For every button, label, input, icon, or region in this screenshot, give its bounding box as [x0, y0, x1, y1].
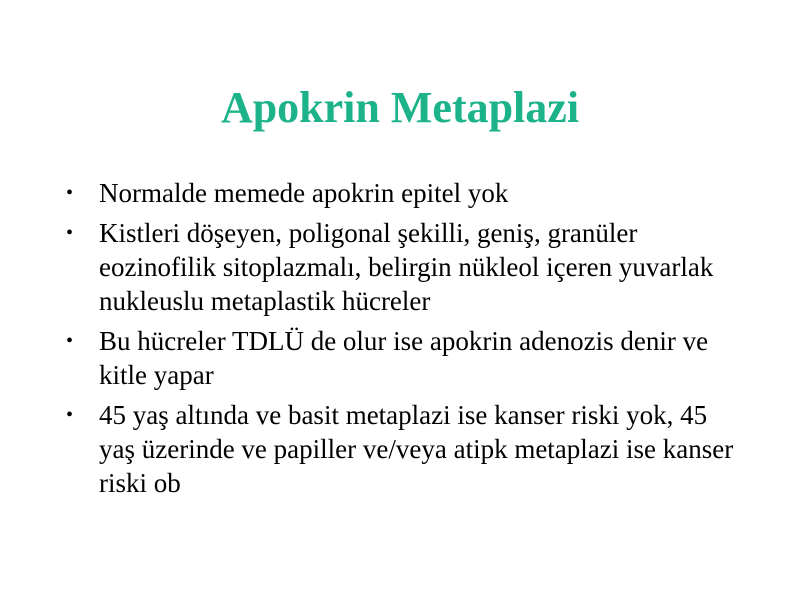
- bullet-marker-icon: •: [66, 404, 74, 426]
- slide-title: Apokrin Metaplazi: [220, 83, 580, 132]
- bullet-item: [66, 398, 746, 500]
- bullet-marker-icon: •: [66, 330, 74, 352]
- bullet-text: Bu hücreler TDLÜ de olur ise apokrin adenozis denir ve kitle yapar: [99, 326, 709, 390]
- bullet-item: [66, 216, 746, 318]
- bullet-list: [66, 176, 746, 506]
- bullet-marker-icon: •: [66, 182, 74, 204]
- bullet-text: Kistleri döşeyen, poligonal şekilli, geniş, granüler eozinofilik sitoplazmalı, belirgin nükleol içeren yuvarlak nukleuslu metaplastik hücreler: [99, 218, 714, 316]
- bullet-item: [66, 176, 746, 210]
- bullet-marker-icon: •: [66, 222, 74, 244]
- bullet-text: Normalde memede apokrin epitel yok: [99, 178, 509, 208]
- bullet-item: [66, 324, 746, 392]
- bullet-text: 45 yaş altında ve basit metaplazi ise kanser riski yok, 45 yaş üzerinde ve papiller ve/veya atipk metaplazi ise kanser riski ob: [99, 400, 734, 498]
